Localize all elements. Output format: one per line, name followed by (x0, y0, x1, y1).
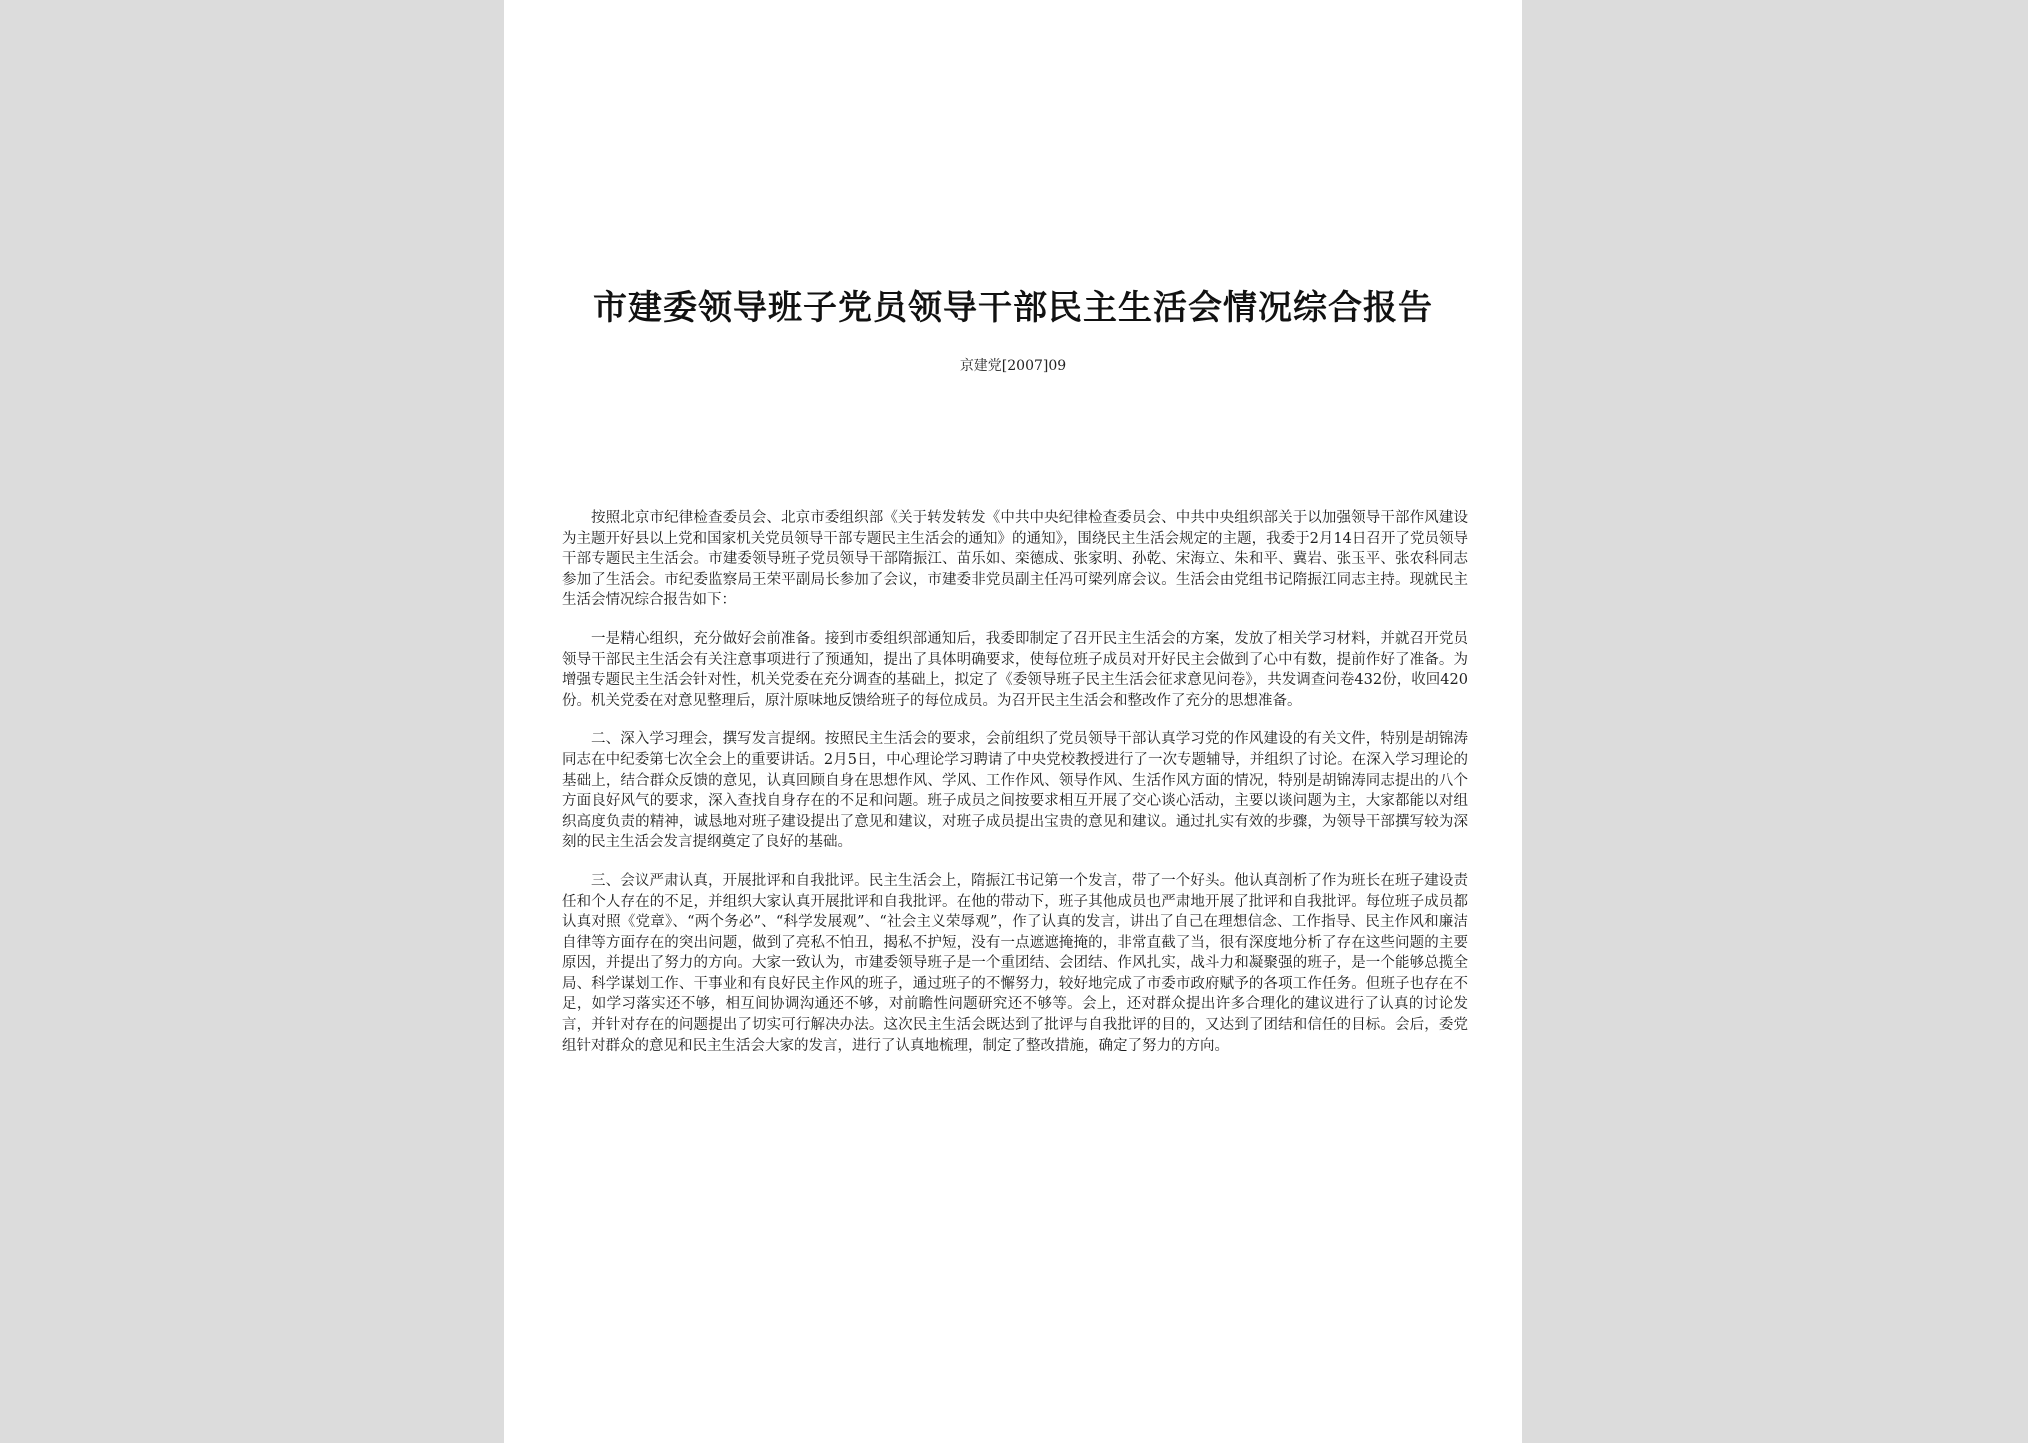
document-page (504, 0, 1522, 1443)
document-number: 京建党[2007]09 (959, 358, 1067, 374)
document-body (562, 508, 1468, 1074)
document-title: 市建委领导班子党员领导干部民主生活会情况综合报告 (593, 288, 1433, 328)
paragraph-preparation: 一是精心组织，充分做好会前准备。接到市委组织部通知后，我委即制定了召开民主生活会的方案，发放了相关学习材料，并就召开党员领导干部民主生活会有关注意事项进行了预通知，提出了具体明确要求，使每位班子成员对开好民主会做到了心中有数，提前作好了准备。为增强专题民主生活会针对性，机关党委在充分调查的基础上，拟定了《委领导班子民主生活会征求意见问卷》，共发调查问卷432份，收回420份。机关党委在对意见整理后，原汁原味地反馈给班子的每位成员。为召开民主生活会和整改作了充分的思想准备。 (562, 630, 1468, 709)
paragraph-criticism: 三、会议严肃认真，开展批评和自我批评。民主生活会上，隋振江书记第一个发言，带了一个好头。他认真剖析了作为班长在班子建设责任和个人存在的不足，并组织大家认真开展批评和自我批评。在他的带动下，班子其他成员也严肃地开展了批评和自我批评。每位班子成员都认真对照《党章》、“两个务必”、“科学发展观”、“社会主义荣辱观”，作了认真的发言，讲出了自己在理想信念、工作指导、民主作风和廉洁自律等方面存在的突出问题，做到了亮私不怕丑，揭私不护短，没有一点遮遮掩掩的，非常直截了当，很有深度地分析了存在这些问题的主要原因，并提出了努力的方向。大家一致认为，市建委领导班子是一个重团结、会团结、作风扎实，战斗力和凝聚强的班子，是一个能够总揽全局、科学谋划工作、干事业和有良好民主作风的班子，通过班子的不懈努力，较好地完成了市委市政府赋予的各项工作任务。但班子也存在不足，如学习落实还不够，相互间协调沟通还不够，对前瞻性问题研究还不够等。会上，还对群众提出许多合理化的建议进行了认真的讨论发言，并针对存在的问题提出了切实可行解决办法。这次民主生活会既达到了批评与自我批评的目的，又达到了团结和信任的目标。会后，委党组针对群众的意见和民主生活会大家的发言，进行了认真地梳理，制定了整改措施，确定了努力的方向。 (562, 872, 1468, 1054)
paragraph-study: 二、深入学习理会，撰写发言提纲。按照民主生活会的要求，会前组织了党员领导干部认真学习党的作风建设的有关文件，特别是胡锦涛同志在中纪委第七次全会上的重要讲话。2月5日，中心理论学习聘请了中央党校教授进行了一次专题辅导，并组织了讨论。在深入学习理论的基础上，结合群众反馈的意见，认真回顾自身在思想作风、学风、工作作风、领导作风、生活作风方面的情况，特别是胡锦涛同志提出的八个方面良好风气的要求，深入查找自身存在的不足和问题。班子成员之间按要求相互开展了交心谈心活动，主要以谈问题为主，大家都能以对组织高度负责的精神，诚恳地对班子建设提出了意见和建议，对班子成员提出宝贵的意见和建议。通过扎实有效的步骤，为领导干部撰写较为深刻的民主生活会发言提纲奠定了良好的基础。 (562, 731, 1468, 851)
paragraph-intro: 按照北京市纪律检查委员会、北京市委组织部《关于转发转发《中共中央纪律检查委员会、中共中央组织部关于以加强领导干部作风建设为主题开好县以上党和国家机关党员领导干部专题民主生活会的通知》的通知》，围绕民主生活会规定的主题，我委于2月14日召开了党员领导干部专题民主生活会。市建委领导班子党员领导干部隋振江、苗乐如、栾德成、张家明、孙乾、宋海立、朱和平、冀岩、张玉平、张农科同志参加了生活会。市纪委监察局王荣平副局长参加了会议，市建委非党员副主任冯可梁列席会议。生活会由党组书记隋振江同志主持。现就民主生活会情况综合报告如下： (562, 510, 1468, 609)
